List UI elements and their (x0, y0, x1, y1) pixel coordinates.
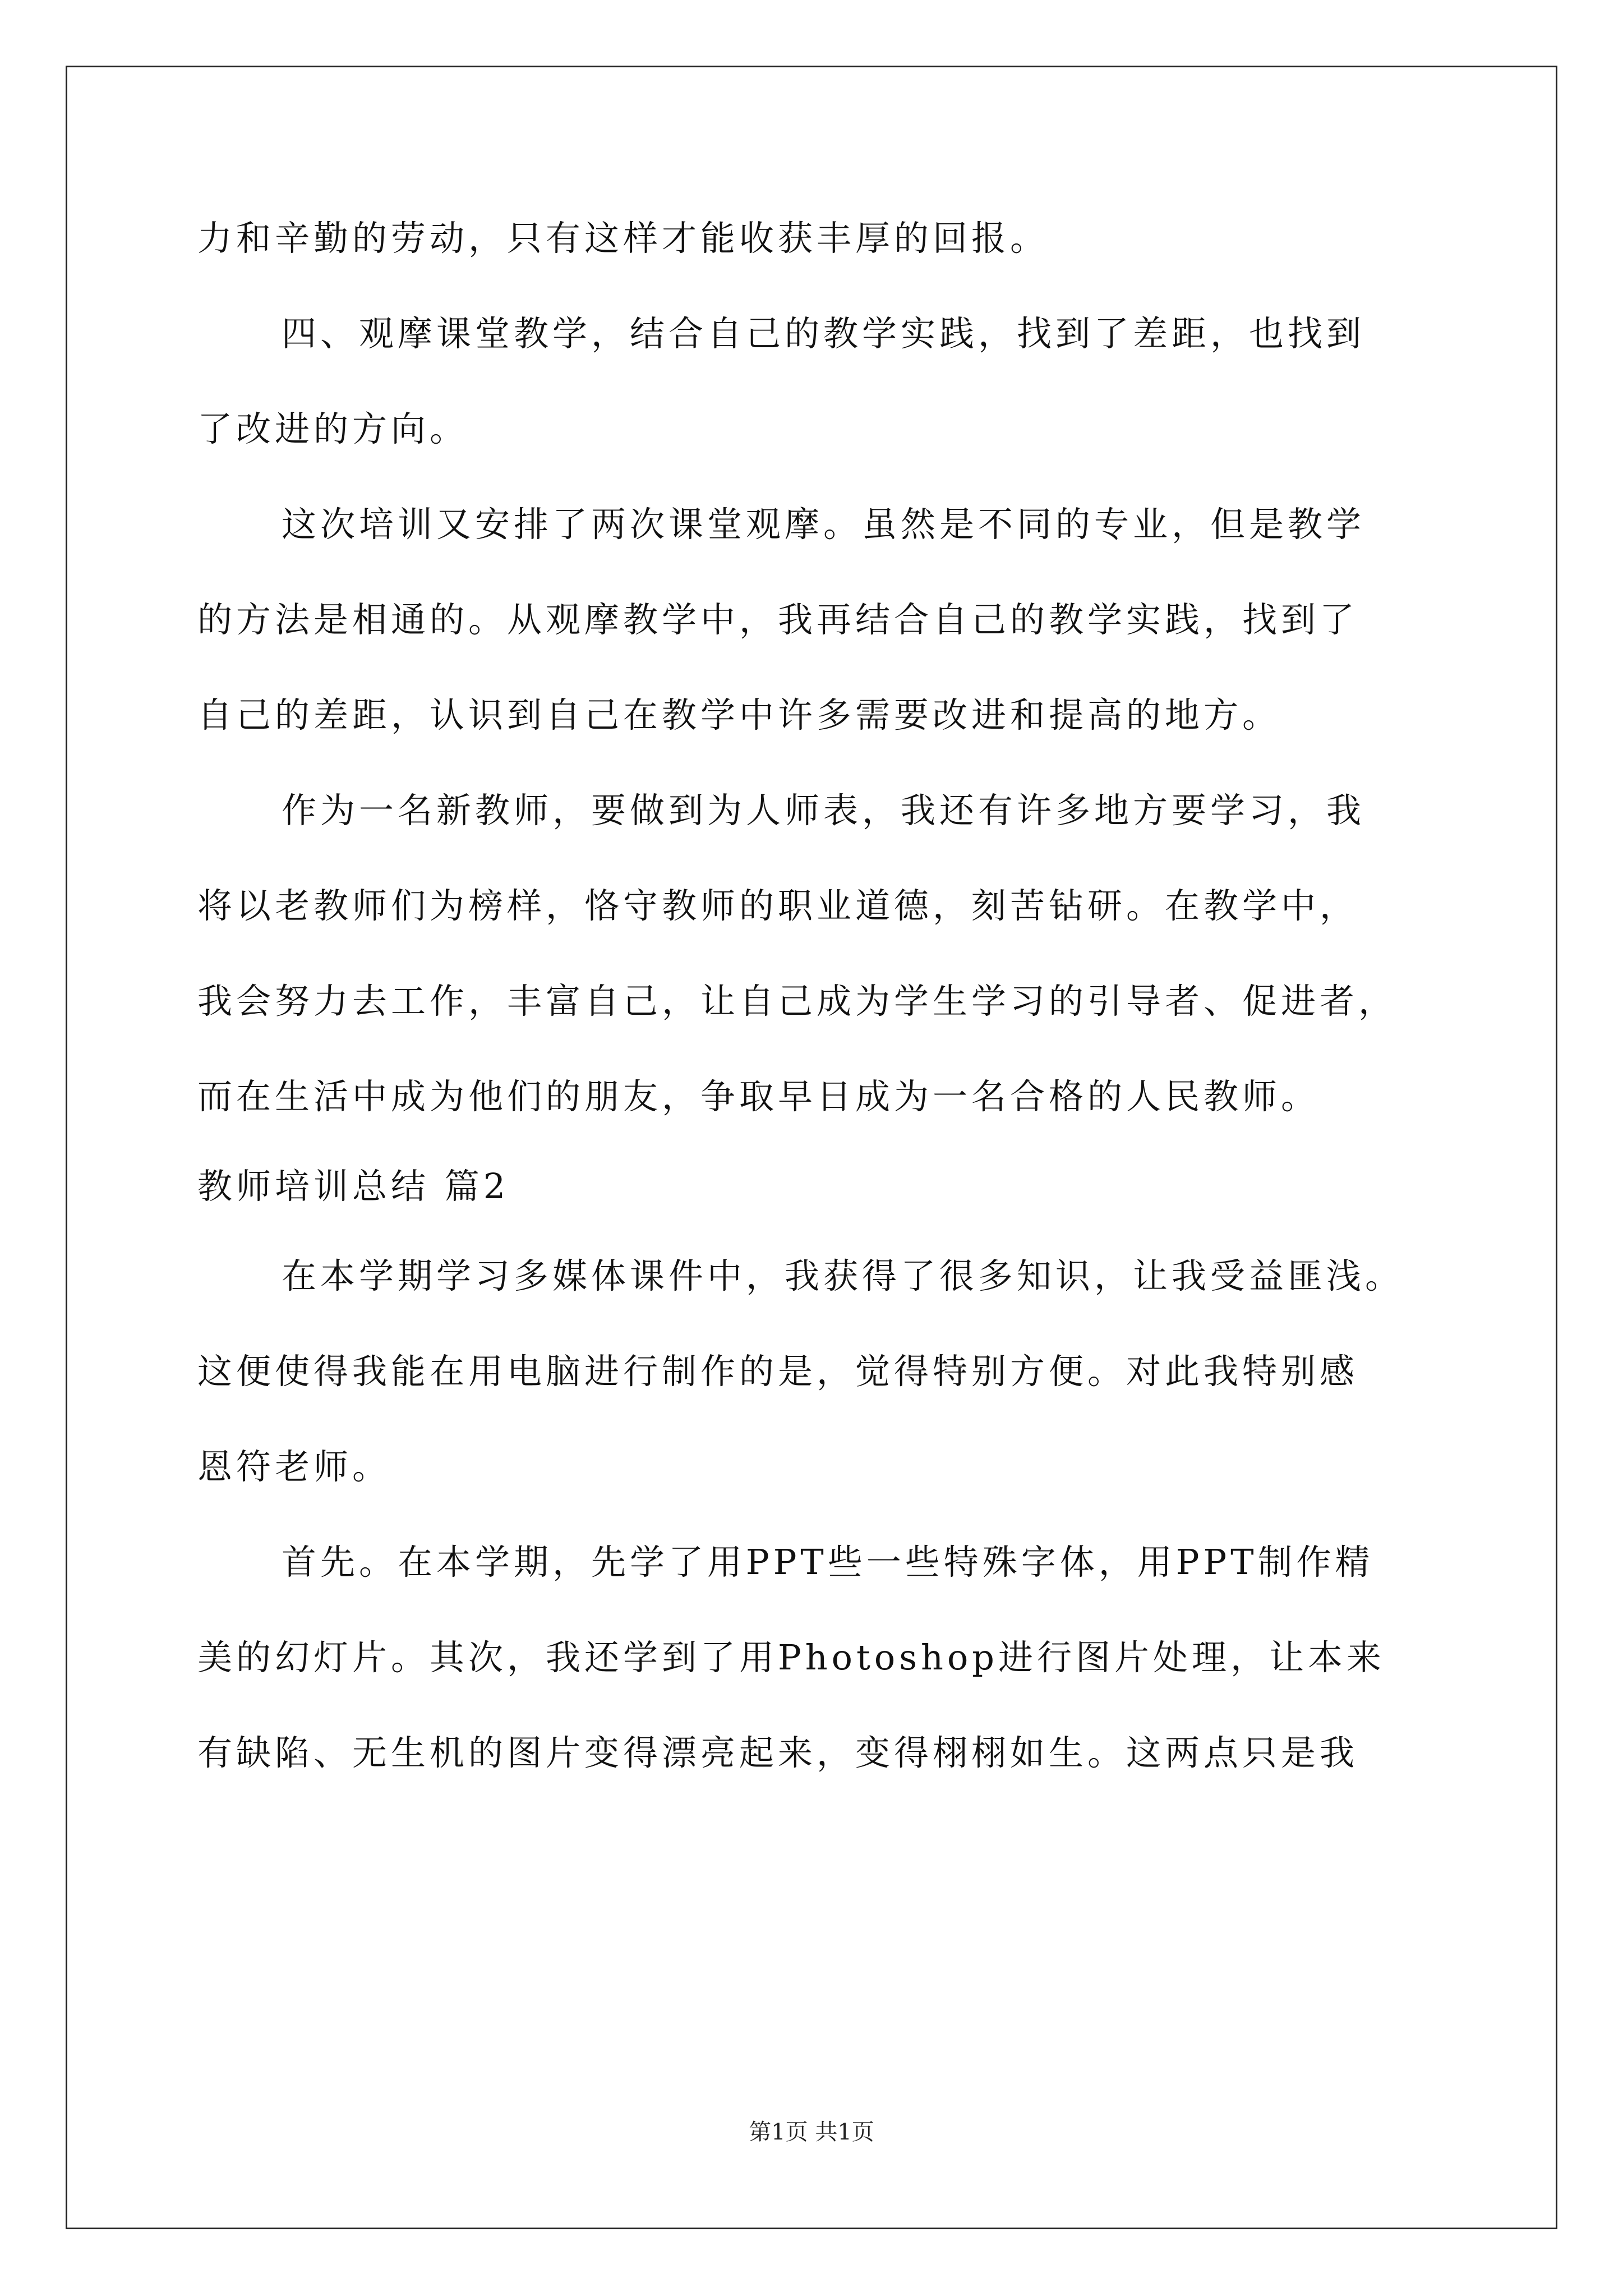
paragraph-line: 的方法是相通的。从观摩教学中，我再结合自己的教学实践，找到了 (197, 599, 1359, 640)
paragraph-line: 将以老教师们为榜样，恪守教师的职业道德，刻苦钻研。在教学中， (197, 885, 1359, 926)
paragraph-line: 我会努力去工作，丰富自己，让自己成为学生学习的引导者、促进者， (197, 981, 1398, 1022)
page-border (66, 66, 1557, 2229)
paragraph-line: 在本学期学习多媒体课件中，我获得了很多知识，让我受益匪浅。 (282, 1255, 1404, 1296)
paragraph-line: 而在生活中成为他们的朋友，争取早日成为一名合格的人民教师。 (197, 1076, 1320, 1117)
paragraph-line: 这便使得我能在用电脑进行制作的是，觉得特别方便。对此我特别感 (197, 1351, 1359, 1392)
paragraph-line: 恩符老师。 (197, 1446, 391, 1487)
page-footer: 第1页 共1页 (749, 2119, 874, 2145)
paragraph-line: 四、观摩课堂教学，结合自己的教学实践，找到了差距，也找到 (282, 313, 1366, 354)
paragraph-line: 自己的差距，认识到自己在教学中许多需要改进和提高的地方。 (197, 694, 1281, 735)
paragraph-line: 了改进的方向。 (197, 408, 469, 449)
paragraph-line: 首先。在本学期，先学了用PPT些一些特殊字体，用PPT制作精 (282, 1542, 1374, 1582)
paragraph-line: 作为一名新教师，要做到为人师表，我还有许多地方要学习，我 (282, 790, 1366, 831)
section-heading: 教师培训总结 篇2 (197, 1166, 510, 1207)
paragraph-line: 有缺陷、无生机的图片变得漂亮起来，变得栩栩如生。这两点只是我 (197, 1732, 1359, 1773)
paragraph-line: 这次培训又安排了两次课堂观摩。虽然是不同的专业，但是教学 (282, 504, 1366, 545)
paragraph-line: 美的幻灯片。其次，我还学到了用Photoshop进行图片处理，让本来 (197, 1637, 1385, 1678)
paragraph-line: 力和辛勤的劳动，只有这样才能收获丰厚的回报。 (197, 218, 1049, 259)
